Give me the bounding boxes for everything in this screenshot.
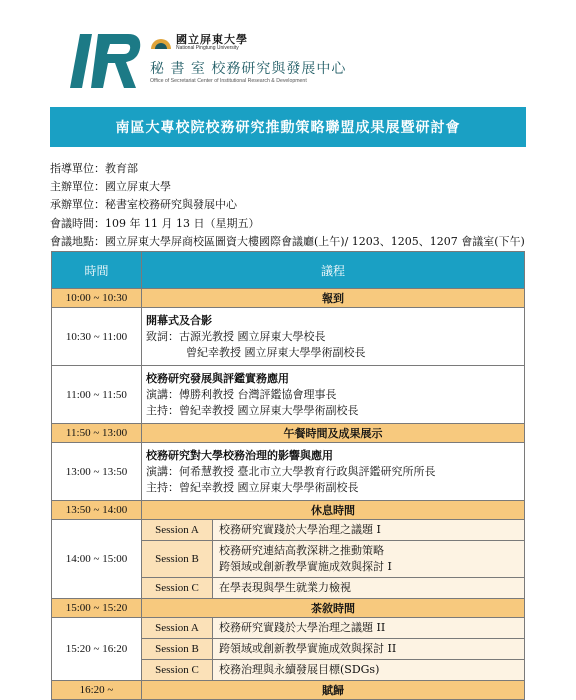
session-topic: 跨領域或創新教學實施成效與探討 II <box>213 639 525 660</box>
row-time: 11:00 ~ 11:50 <box>52 366 142 424</box>
info-coorganizer: 承辦單位：秘書室校務研究與發展中心 <box>50 198 237 212</box>
session-topic <box>213 541 525 578</box>
session-label: Session A <box>142 520 213 541</box>
row-program <box>142 443 525 501</box>
session-label: Session C <box>142 578 213 599</box>
university-name-en: National Pingtung University <box>176 45 239 51</box>
program-title: 開幕式及合影 <box>146 313 212 327</box>
session-row <box>142 618 524 639</box>
program-line: 演講：傅勝利教授 台灣評鑑協會理事長 <box>146 387 337 401</box>
session-row <box>142 578 524 599</box>
session-topic: 校務研究實踐於大學治理之議題 I <box>219 523 381 536</box>
row-break-label: 午餐時間及成果展示 <box>142 424 525 443</box>
row-sessions <box>142 520 525 599</box>
session-label: Session B <box>142 639 213 660</box>
event-info <box>50 160 550 251</box>
row-time: 14:00 ~ 15:00 <box>52 520 142 599</box>
program-line: 主持：曾紀幸教授 國立屏東大學學術副校長 <box>146 480 359 494</box>
table-row <box>52 366 525 424</box>
university-name: 國立屏東大學 <box>176 33 248 46</box>
program-line: 主持：曾紀幸教授 國立屏東大學學術副校長 <box>146 403 359 417</box>
ir-logo-icon <box>70 32 142 90</box>
session-topic: 校務研究實踐於大學治理之議題 II <box>219 621 386 634</box>
info-organizer: 主辦單位：國立屏東大學 <box>50 180 171 194</box>
session-topic-line: 校務研究連結高教深耕之推動策略 <box>219 544 384 557</box>
row-time: 15:20 ~ 16:20 <box>52 618 142 681</box>
info-supervisor: 指導單位：教育部 <box>50 162 138 175</box>
session-label: Session A <box>142 618 213 639</box>
row-time: 15:00 ~ 15:20 <box>52 599 142 618</box>
row-program <box>142 308 525 366</box>
schedule-table <box>51 251 525 700</box>
table-row <box>52 424 525 443</box>
table-row <box>52 681 525 700</box>
row-time: 16:20 ~ <box>52 681 142 700</box>
program-line: 演講：何希慧教授 臺北市立大學教育行政與評鑑研究所所長 <box>146 464 436 478</box>
session-label: Session B <box>142 541 213 578</box>
row-program <box>142 366 525 424</box>
row-break-label: 休息時間 <box>142 501 525 520</box>
program-title: 校務研究發展與評鑑實務應用 <box>146 371 289 385</box>
logo <box>70 30 400 90</box>
info-date: 會議時間：109 年 11 月 13 日（星期五） <box>50 216 260 230</box>
table-row <box>52 618 525 681</box>
sessions-table <box>142 520 524 598</box>
office-name-en: Office of Secretariat Center of Institutional Research & Development <box>150 78 307 84</box>
header-program: 議程 <box>142 252 525 289</box>
program-title: 校務研究對大學校務治理的影響與應用 <box>146 448 333 462</box>
header-time: 時間 <box>52 252 142 289</box>
session-label: Session C <box>142 660 213 681</box>
session-topic: 在學表現與學生就業力檢視 <box>213 578 525 599</box>
table-row <box>52 443 525 501</box>
page-title: 南區大專校院校務研究推動策略聯盟成果展暨研討會 <box>50 107 526 147</box>
university-emblem-icon <box>150 32 172 50</box>
session-row <box>142 520 524 541</box>
row-break-label: 茶敘時間 <box>142 599 525 618</box>
table-row <box>52 308 525 366</box>
row-time: 11:50 ~ 13:00 <box>52 424 142 443</box>
office-name: 秘 書 室 校務研究與發展中心 <box>150 61 347 77</box>
table-row <box>52 289 525 308</box>
session-row <box>142 541 524 578</box>
program-line: 曾紀幸教授 國立屏東大學學術副校長 <box>186 345 366 359</box>
session-topic: 校務治理與永續發展目標(SDGs) <box>213 660 525 681</box>
row-time: 13:00 ~ 13:50 <box>52 443 142 501</box>
info-venue: 會議地點：國立屏東大學屏商校區圖資大樓國際會議廳(上午)/ 1203、1205、1207 會議室(下午) <box>50 234 525 248</box>
row-break-label: 賦歸 <box>142 681 525 700</box>
table-row <box>52 599 525 618</box>
session-row <box>142 639 524 660</box>
row-break-label: 報到 <box>142 289 525 308</box>
row-time: 13:50 ~ 14:00 <box>52 501 142 520</box>
table-row <box>52 520 525 599</box>
sessions-table <box>142 618 524 680</box>
row-sessions <box>142 618 525 681</box>
row-time: 10:00 ~ 10:30 <box>52 289 142 308</box>
table-header <box>52 252 525 289</box>
table-row <box>52 501 525 520</box>
row-time: 10:30 ~ 11:00 <box>52 308 142 366</box>
session-topic-line: 跨領域或創新教學實施成效與探討 I <box>219 560 392 573</box>
program-line: 致詞：古源光教授 國立屏東大學校長 <box>146 329 326 343</box>
session-row <box>142 660 524 681</box>
